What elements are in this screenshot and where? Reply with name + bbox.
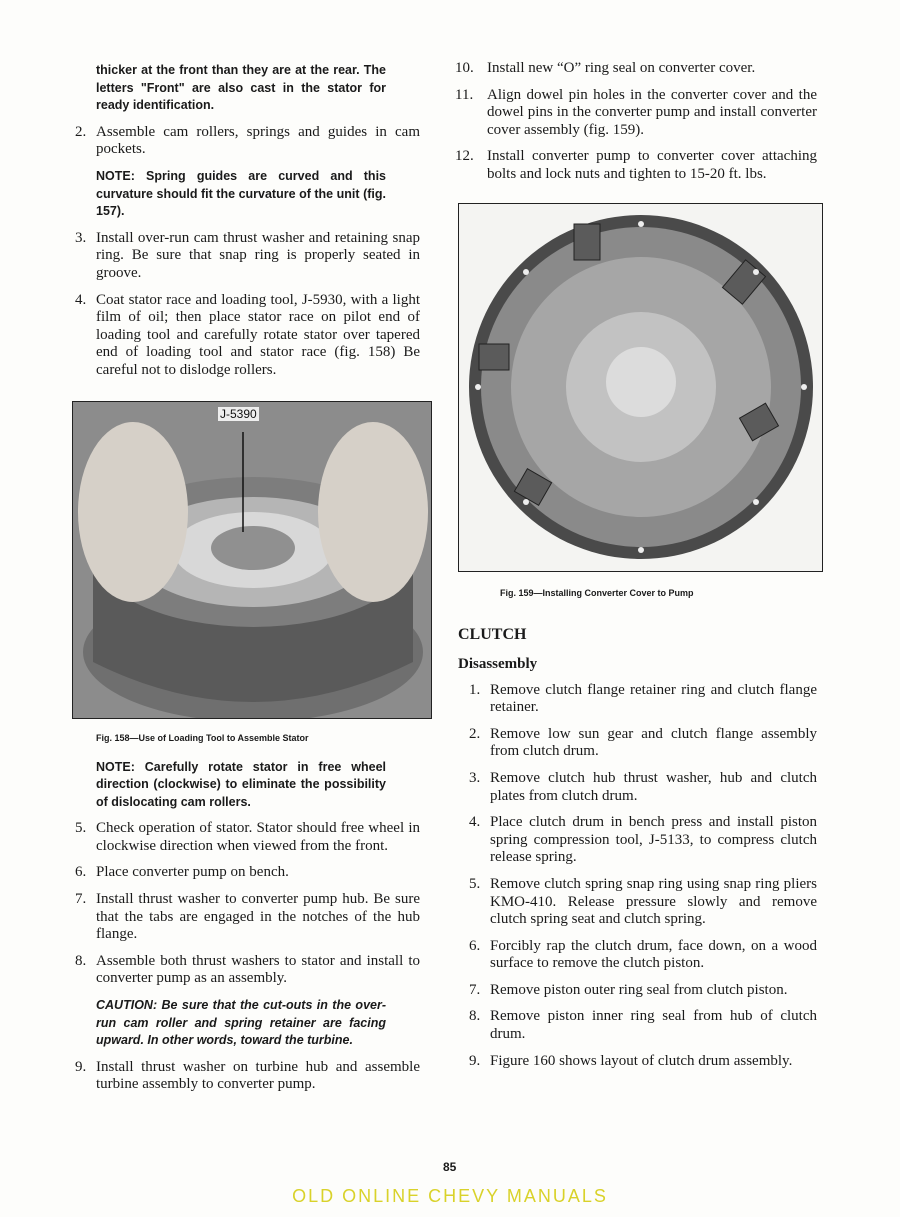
- step-text: Remove piston outer ring seal from clutch piston.: [490, 981, 788, 998]
- step-number: 8.: [75, 952, 87, 969]
- step-text: Align dowel pin holes in the converter cover and the dowel pins in the converter pump and install converter cover assembly (fig. 159).: [487, 86, 817, 138]
- converter-cover-illustration: [459, 204, 822, 571]
- stator-loading-tool-illustration: [73, 402, 431, 718]
- step-3: [75, 229, 420, 283]
- step-text: Assemble cam rollers, springs and guides in cam pockets.: [96, 123, 420, 158]
- page-number: 85: [443, 1160, 457, 1174]
- step-text: Install converter pump to converter cover attaching bolts and lock nuts and tighten to 15-20 ft. lbs.: [487, 148, 817, 182]
- tool-label-j5390: J-5390: [220, 406, 257, 421]
- step-number: 12.: [455, 148, 474, 165]
- step-9: [75, 1058, 420, 1094]
- step-number: 4.: [469, 814, 481, 831]
- clutch-step-2: [469, 725, 817, 761]
- step-number: 10.: [455, 60, 474, 76]
- clutch-step-9: [469, 1052, 817, 1071]
- left-column: [75, 62, 420, 1103]
- watermark: OLD ONLINE CHEVY MANUALS: [292, 1186, 608, 1206]
- step-4: [75, 291, 420, 380]
- step-number: 8.: [469, 1008, 481, 1025]
- step-number: 9.: [469, 1052, 481, 1069]
- step-number: 1.: [469, 681, 481, 698]
- step-text: Install new “O” ring seal on converter cover.: [487, 60, 756, 76]
- step-text: Place converter pump on bench.: [96, 864, 289, 881]
- intro-note: thicker at the front than they are at the rear. The letters "Front" are also cast in the stator for ready identification.: [96, 63, 386, 113]
- step-number: 7.: [469, 981, 481, 998]
- step-number: 6.: [469, 937, 481, 954]
- step-number: 7.: [75, 891, 87, 908]
- step-text: Assemble both thrust washers to stator and install to converter pump as an assembly.: [96, 952, 420, 987]
- step-text: Remove low sun gear and clutch flange assembly from clutch drum.: [490, 725, 817, 760]
- clutch-step-5: [469, 875, 817, 929]
- figure-158-photo: [72, 401, 432, 719]
- figure-159-caption: Fig. 159—Installing Converter Cover to Pump: [500, 587, 694, 598]
- caution-note: CAUTION: Be sure that the cut-outs in the over-run cam roller and spring retainer are facing upward. In other words, toward the turbine.: [96, 998, 386, 1048]
- clutch-step-7: [469, 981, 817, 1000]
- step-number: 3.: [75, 229, 87, 246]
- clutch-step-8: [469, 1008, 817, 1043]
- clutch-step-6: [469, 937, 817, 973]
- step-text: Remove clutch flange retainer ring and clutch flange retainer.: [490, 681, 817, 716]
- clutch-step-4: [469, 814, 817, 867]
- step-text: Install over-run cam thrust washer and retaining snap ring. Be sure that snap ring is properly seated in groove.: [96, 229, 420, 281]
- right-column: [455, 60, 817, 1079]
- note-rotate-stator: NOTE: Carefully rotate stator in free wheel direction (clockwise) to eliminate the possibility of dislocating cam rollers.: [96, 759, 386, 809]
- figure-159-photo: [458, 203, 823, 572]
- step-number: 9.: [75, 1058, 87, 1075]
- step-text: Place clutch drum in bench press and install piston spring compression tool, J-5133, to compress clutch release spring.: [490, 814, 817, 866]
- step-text: Check operation of stator. Stator should free wheel in clockwise direction when viewed from the front.: [96, 820, 420, 854]
- note-spring-guides: NOTE: Spring guides are curved and this curvature should fit the curvature of the unit (fig. 157).: [96, 168, 386, 219]
- step-text: Remove clutch hub thrust washer, hub and clutch plates from clutch drum.: [490, 769, 817, 804]
- step-11: [455, 86, 817, 140]
- step-number: 2.: [469, 725, 481, 742]
- clutch-step-1: [469, 681, 817, 717]
- step-number: 11.: [455, 86, 474, 103]
- figure-158-caption: Fig. 158—Use of Loading Tool to Assemble Stator: [96, 732, 309, 743]
- step-number: 5.: [75, 820, 87, 837]
- step-12: [455, 148, 817, 183]
- step-5: [75, 820, 420, 855]
- section-title-clutch: CLUTCH: [458, 625, 527, 643]
- step-7: [75, 891, 420, 944]
- step-2: [75, 123, 420, 159]
- subsection-title-disassembly: Disassembly: [458, 655, 538, 672]
- step-text: Remove piston inner ring seal from hub of clutch drum.: [490, 1008, 817, 1043]
- step-text: Remove clutch spring snap ring using snap ring pliers KMO-410. Release pressure slowly and remove clutch spring seat and clutch spring.: [490, 875, 817, 928]
- step-text: Forcibly rap the clutch drum, face down, on a wood surface to remove the clutch piston.: [490, 937, 817, 972]
- clutch-step-3: [469, 769, 817, 805]
- step-number: 4.: [75, 291, 87, 308]
- step-number: 2.: [75, 123, 87, 140]
- step-text: Install thrust washer to converter pump hub. Be sure that the tabs are engaged in the notches of the hub flange.: [96, 891, 420, 943]
- step-text: Coat stator race and loading tool, J-5930, with a light film of oil; then place stator race on pilot end of loading tool and carefully rotate stator over tapered end of loading tool and stator race (fig. 158) Be careful not to dislodge rollers.: [96, 291, 420, 378]
- step-10: [455, 60, 817, 78]
- step-8: [75, 952, 420, 988]
- step-6: [75, 864, 420, 882]
- step-text: Figure 160 shows layout of clutch drum assembly.: [490, 1052, 793, 1069]
- step-number: 5.: [469, 875, 481, 892]
- step-number: 3.: [469, 769, 481, 786]
- step-number: 6.: [75, 864, 87, 881]
- step-text: Install thrust washer on turbine hub and assemble turbine assembly to converter pump.: [96, 1058, 420, 1093]
